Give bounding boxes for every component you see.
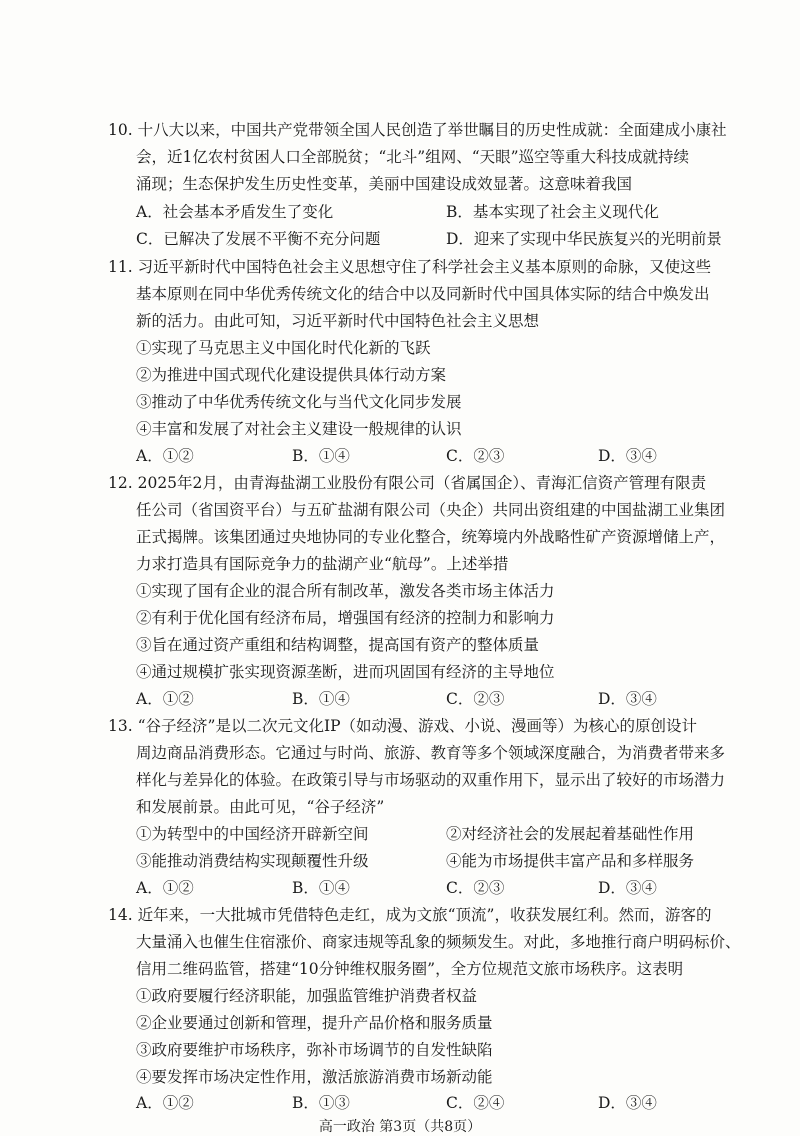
statement-item: ①实现了马克思主义中国化时代化新的飞跃 — [136, 339, 431, 357]
option-b: B．①④ — [292, 690, 350, 708]
statement-item: ③政府要维护市场秩序，弥补市场调节的自发性缺陷 — [136, 1041, 493, 1059]
question-number: 14. — [108, 906, 133, 924]
statement-item: ②企业要通过创新和管理，提升产品价格和服务质量 — [136, 1014, 493, 1032]
statement-item: ②有利于优化国有经济布局，增强国有经济的控制力和影响力 — [136, 609, 555, 627]
option-c: C．②③ — [446, 690, 505, 708]
option-b: B．①③ — [292, 1094, 350, 1112]
question-number: 10. — [108, 121, 133, 139]
statement-item: ④通过规模扩张实现资源垄断，进而巩固国有经济的主导地位 — [136, 663, 555, 681]
page-footer: 高一政治 第3页（共8页） — [318, 1119, 482, 1135]
option-a: A．①② — [136, 447, 194, 465]
option-b: B．①④ — [292, 447, 350, 465]
stem-line: 正式揭牌。该集团通过央地协同的专业化整合，统筹境内外战略性矿产资源增储上产， — [136, 528, 726, 546]
statement-item: ③能推动消费结构实现颠覆性升级 — [136, 852, 369, 870]
statement-item: ①实现了国有企业的混合所有制改革，激发各类市场主体活力 — [136, 582, 555, 600]
statement-item: ②为推进中国式现代化建设提供具体行动方案 — [136, 366, 447, 384]
option-a: A．①② — [136, 879, 194, 897]
option-d: D．迎来了实现中华民族复兴的光明前景 — [446, 230, 722, 248]
option-c: C．已解决了发展不平衡不充分问题 — [136, 230, 381, 248]
stem-text: “谷子经济”是以二次元文化IP（如动漫、游戏、小说、漫画等）为核心的原创设计 — [137, 717, 697, 735]
stem-text: 习近平新时代中国特色社会主义思想守住了科学社会主义基本原则的命脉，又使这些 — [137, 258, 712, 276]
option-a: A．社会基本矛盾发生了变化 — [136, 203, 334, 221]
question-11-line-1 — [108, 260, 711, 276]
question-14-line-1 — [108, 908, 711, 924]
question-number: 13. — [108, 717, 133, 735]
stem-text: 十八大以来，中国共产党带领全国人民创造了举世瞩目的历史性成就：全面建成小康社 — [137, 121, 727, 139]
option-c: C．②④ — [446, 1094, 505, 1112]
stem-line: 会，近1亿农村贫困人口全部脱贫；“北斗”组网、“天眼”巡空等重大科技成就持续 — [136, 148, 690, 166]
question-number: 11. — [108, 258, 133, 276]
statement-item: ④能为市场提供丰富产品和多样服务 — [446, 852, 695, 870]
option-d: D．③④ — [598, 879, 657, 897]
question-number: 12. — [108, 474, 133, 492]
stem-line: 和发展前景。由此可见，“谷子经济” — [136, 798, 385, 816]
statement-item: ①政府要履行经济职能，加强监管维护消费者权益 — [136, 987, 478, 1005]
stem-text: 近年来，一大批城市凭借特色走红，成为文旅“顶流”，收获发展红利。然而，游客的 — [137, 906, 712, 924]
stem-line: 任公司（省国资平台）与五矿盐湖有限公司（央企）共同出资组建的中国盐湖工业集团 — [136, 501, 726, 519]
statement-item: ①为转型中的中国经济开辟新空间 — [136, 825, 369, 843]
question-12-line-1 — [108, 476, 706, 492]
statement-item: ②对经济社会的发展起着基础性作用 — [446, 825, 695, 843]
option-b: B．①④ — [292, 879, 350, 897]
stem-line: 样化与差异化的体验。在政策引导与市场驱动的双重作用下，显示出了较好的市场潜力 — [136, 771, 726, 789]
statement-item: ④丰富和发展了对社会主义建设一般规律的认识 — [136, 420, 462, 438]
option-d: D．③④ — [598, 690, 657, 708]
statement-item: ③推动了中华优秀传统文化与当代文化同步发展 — [136, 393, 462, 411]
question-13-line-1 — [108, 719, 697, 735]
option-b: B．基本实现了社会主义现代化 — [446, 203, 659, 221]
option-c: C．②③ — [446, 447, 505, 465]
stem-line: 力求打造具有国际竞争力的盐湖产业“航母”。上述举措 — [136, 555, 509, 573]
stem-line: 大量涌入也催生住宿涨价、商家违规等乱象的频频发生。对此，多地推行商户明码标价、 — [136, 933, 741, 951]
stem-line: 涌现；生态保护发生历史性变革，美丽中国建设成效显著。这意味着我国 — [136, 175, 633, 193]
option-d: D．③④ — [598, 1094, 657, 1112]
statement-item: ③旨在通过资产重组和结构调整，提高国有资产的整体质量 — [136, 636, 540, 654]
stem-line: 信用二维码监管，搭建“10分钟维权服务圈”，全方位规范文旅市场秩序。这表明 — [136, 960, 684, 978]
option-a: A．①② — [136, 690, 194, 708]
option-d: D．③④ — [598, 447, 657, 465]
option-a: A．①② — [136, 1094, 194, 1112]
stem-line: 新的活力。由此可知，习近平新时代中国特色社会主义思想 — [136, 312, 540, 330]
option-c: C．②③ — [446, 879, 505, 897]
question-10-line-1 — [108, 123, 727, 139]
statement-item: ④要发挥市场决定性作用，激活旅游消费市场新动能 — [136, 1068, 493, 1086]
stem-line: 基本原则在同中华优秀传统文化的结合中以及同新时代中国具体实际的结合中焕发出 — [136, 285, 710, 303]
stem-text: 2025年2月，由青海盐湖工业股份有限公司（省属国企）、青海汇信资产管理有限责 — [137, 474, 707, 492]
stem-line: 周边商品消费形态。它通过与时尚、旅游、教育等多个领域深度融合，为消费者带来多 — [136, 744, 726, 762]
